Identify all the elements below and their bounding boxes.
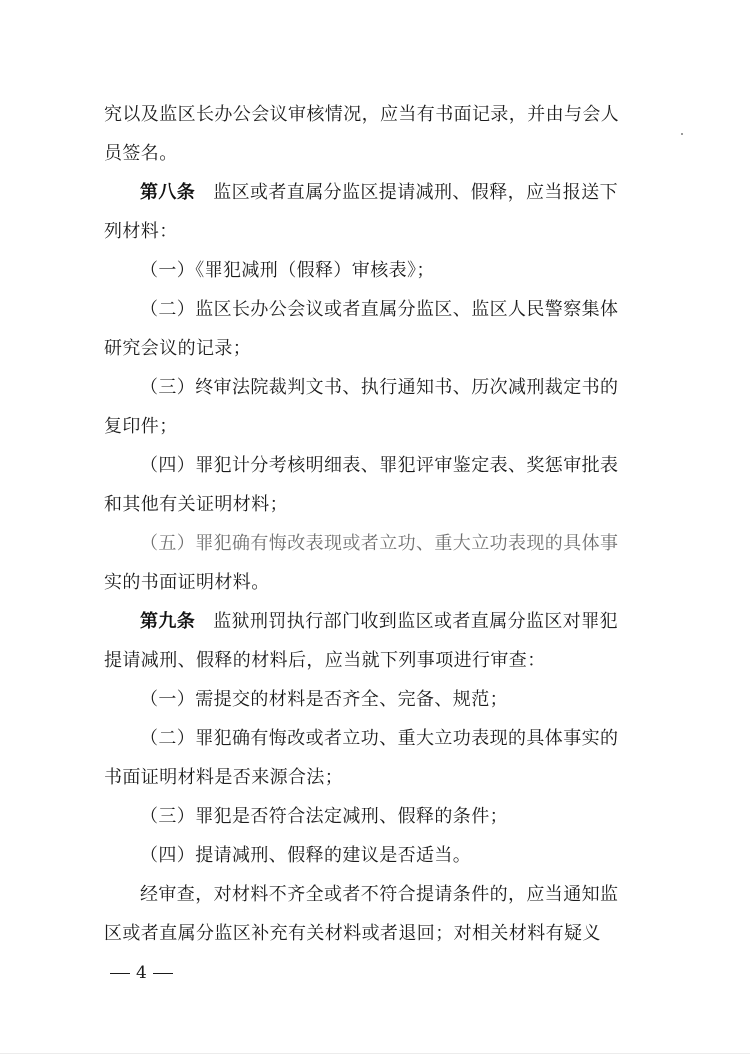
text-line: （四）提请减刑、假释的建议是否适当。 bbox=[140, 845, 472, 866]
text-line: 经审查，对材料不齐全或者不符合提请条件的，应当通知监 bbox=[140, 884, 619, 905]
text-line: （一）《罪犯减刑（假释）审核表》； bbox=[140, 260, 435, 281]
text-line: 研究会议的记录； bbox=[104, 338, 252, 359]
text-line: （三）终审法院裁判文书、执行通知书、历次减刑裁定书的 bbox=[140, 377, 619, 398]
text-line: （二）监区长办公会议或者直属分监区、监区人民警察集体 bbox=[140, 299, 619, 320]
page-bottom-rule bbox=[0, 1053, 750, 1054]
text-line: （一）需提交的材料是否齐全、完备、规范； bbox=[140, 689, 508, 710]
text-line: 区或者直属分监区补充有关材料或者退回；对相关材料有疑义 bbox=[104, 923, 601, 944]
article-heading: 第九条 bbox=[140, 611, 196, 632]
text-line: （三）罪犯是否符合法定减刑、假释的条件； bbox=[140, 806, 508, 827]
text-line bbox=[140, 611, 618, 633]
text-line: 员签名。 bbox=[104, 143, 178, 164]
text-line: 列材料： bbox=[104, 221, 178, 242]
text-line: 实的书面证明材料。 bbox=[104, 572, 270, 593]
text-line: 复印件； bbox=[104, 416, 178, 437]
scan-speck bbox=[681, 133, 683, 135]
dash-left bbox=[110, 973, 130, 974]
text-line: （四）罪犯计分考核明细表、罪犯评审鉴定表、奖惩审批表 bbox=[140, 455, 619, 476]
dash-right bbox=[153, 973, 173, 974]
text-line: 书面证明材料是否来源合法； bbox=[104, 767, 344, 788]
text-line: （二）罪犯确有悔改或者立功、重大立功表现的具体事实的 bbox=[140, 728, 619, 749]
page-number bbox=[104, 962, 179, 984]
text-line: 究以及监区长办公会议审核情况，应当有书面记录，并由与会人 bbox=[104, 104, 620, 125]
text-line bbox=[140, 182, 618, 204]
text-span: 监区或者直属分监区提请减刑、假释，应当报送下 bbox=[213, 182, 619, 203]
text-span: 监狱刑罚执行部门收到监区或者直属分监区对罪犯 bbox=[213, 611, 619, 632]
text-line: 提请减刑、假释的材料后，应当就下列事项进行审查： bbox=[104, 650, 546, 671]
page-number-value: 4 bbox=[136, 963, 148, 983]
text-line: （五）罪犯确有悔改表现或者立功、重大立功表现的具体事 bbox=[140, 533, 619, 554]
text-line: 和其他有关证明材料； bbox=[104, 494, 288, 515]
article-heading: 第八条 bbox=[140, 182, 196, 203]
